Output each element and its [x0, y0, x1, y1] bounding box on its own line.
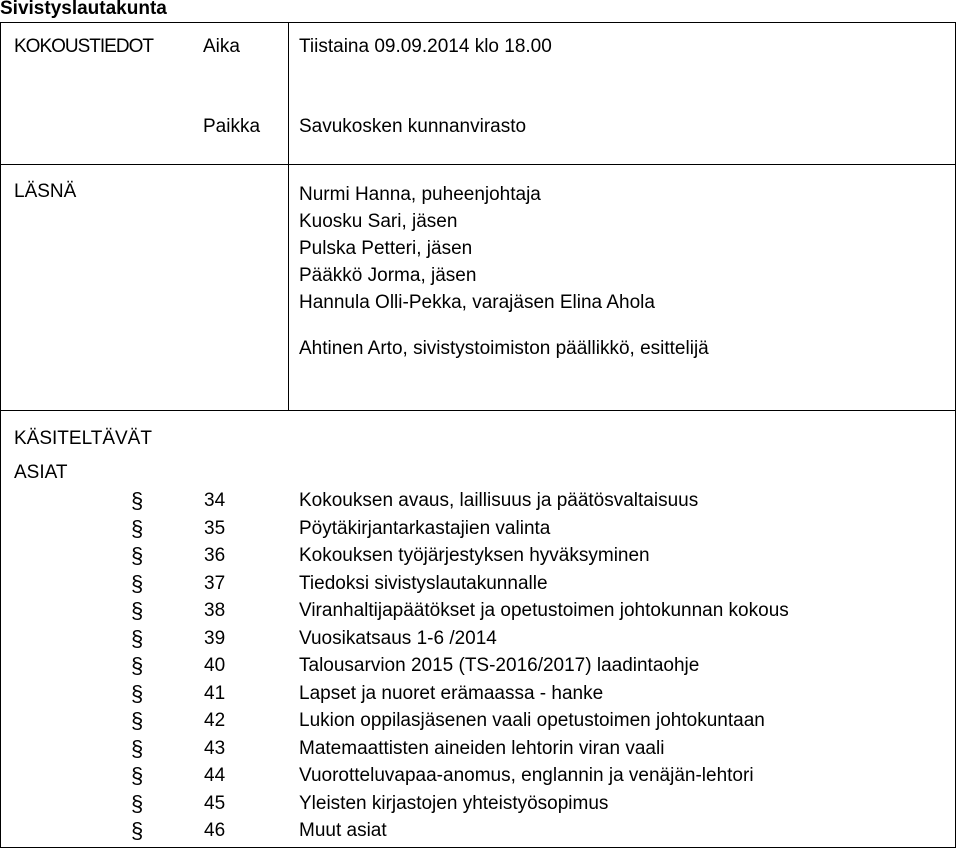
section-symbol: § — [131, 790, 144, 816]
section-symbol: § — [131, 488, 144, 513]
member-item: Pääkkö Jorma, jäsen — [299, 265, 477, 286]
agenda-item-title: Yleisten kirjastojen yhteistyösopimus — [299, 792, 609, 814]
agenda-item-title: Kokouksen avaus, laillisuus ja päätösvaltaisuus — [299, 490, 699, 511]
agenda-item — [0, 543, 956, 571]
agenda-item-number: 40 — [204, 655, 226, 676]
attendance-label: LÄSNÄ — [14, 181, 77, 202]
agenda-item — [0, 791, 956, 819]
agenda-item — [0, 708, 956, 736]
member-item: Kuosku Sari, jäsen — [299, 211, 458, 232]
agenda-item — [0, 516, 956, 544]
agenda-item-number: 41 — [204, 682, 226, 704]
place-value: Savukosken kunnanvirasto — [299, 116, 527, 137]
agenda-item-number: 44 — [204, 765, 226, 786]
section-symbol: § — [131, 763, 144, 788]
section-symbol: § — [131, 598, 144, 623]
section-symbol: § — [131, 570, 144, 596]
agenda-item-title: Lukion oppilasjäsenen vaali opetustoimen johtokuntaan — [299, 710, 765, 731]
section-symbol: § — [131, 735, 144, 761]
agenda-item-number: 46 — [204, 820, 226, 841]
member-item: Pulska Petteri, jäsen — [299, 238, 473, 259]
agenda-item-title: Kokouksen työjärjestyksen hyväksyminen — [299, 545, 650, 566]
time-value: Tiistaina 09.09.2014 klo 18.00 — [299, 36, 552, 57]
agenda-item-number: 37 — [204, 572, 226, 594]
agenda-item-title: Muut asiat — [299, 820, 387, 841]
member-item: Nurmi Hanna, puheenjohtaja — [299, 184, 541, 205]
agenda-item — [0, 626, 956, 654]
agenda-label-line1: KÄSITELTÄVÄT — [14, 428, 152, 449]
agenda-item-number: 42 — [204, 710, 226, 731]
agenda-item-number: 34 — [204, 490, 226, 511]
agenda-item-title: Vuosikatsaus 1-6 /2014 — [299, 627, 497, 649]
agenda-item-number: 36 — [204, 545, 226, 566]
agenda-item-number: 35 — [204, 517, 226, 539]
agenda-item — [0, 736, 956, 764]
member-list — [299, 181, 655, 316]
agenda-label-line2: ASIAT — [14, 462, 68, 483]
agenda-item — [0, 488, 956, 516]
page-title: Sivistyslautakunta — [0, 0, 167, 19]
section-symbol: § — [131, 818, 144, 843]
agenda-item — [0, 598, 956, 626]
agenda-item-title: Matemaattisten aineiden lehtorin viran vaali — [299, 737, 665, 759]
agenda-item-title: Pöytäkirjantarkastajien valinta — [299, 517, 551, 539]
row-divider — [0, 164, 956, 165]
agenda-item-title: Talousarvion 2015 (TS-2016/2017) laadintaohje — [299, 655, 700, 676]
agenda-item — [0, 763, 956, 791]
agenda-item-title: Lapset ja nuoret erämaassa - hanke — [299, 682, 604, 704]
section-symbol: § — [131, 625, 144, 651]
agenda-item-title: Tiedoksi sivistyslautakunnalle — [299, 572, 548, 594]
agenda-item-number: 45 — [204, 792, 226, 814]
agenda-item-title: Viranhaltijapäätökset ja opetustoimen johtokunnan kokous — [299, 600, 789, 621]
section-symbol: § — [131, 708, 144, 733]
meeting-info-label: KOKOUSTIEDOT — [14, 36, 153, 57]
agenda-item-number: 39 — [204, 627, 226, 649]
agenda-item — [0, 681, 956, 709]
agenda-item-number: 38 — [204, 600, 226, 621]
section-symbol: § — [131, 515, 144, 541]
member-item: Hannula Olli-Pekka, varajäsen Elina Ahola — [299, 292, 655, 313]
column-divider — [288, 22, 289, 410]
presenter: Ahtinen Arto, sivistystoimiston päällikkö, esittelijä — [299, 338, 709, 359]
section-symbol: § — [131, 680, 144, 706]
place-label: Paikka — [203, 116, 261, 137]
row-divider — [0, 410, 956, 411]
agenda-item — [0, 571, 956, 599]
section-symbol: § — [131, 543, 144, 568]
agenda-item — [0, 818, 956, 846]
agenda-item-title: Vuorotteluvapaa-anomus, englannin ja venäjän-lehtori — [299, 765, 754, 786]
agenda-item-number: 43 — [204, 737, 226, 759]
section-symbol: § — [131, 653, 144, 678]
agenda-item — [0, 653, 956, 681]
time-label: Aika — [203, 36, 240, 57]
agenda-list — [0, 488, 956, 846]
